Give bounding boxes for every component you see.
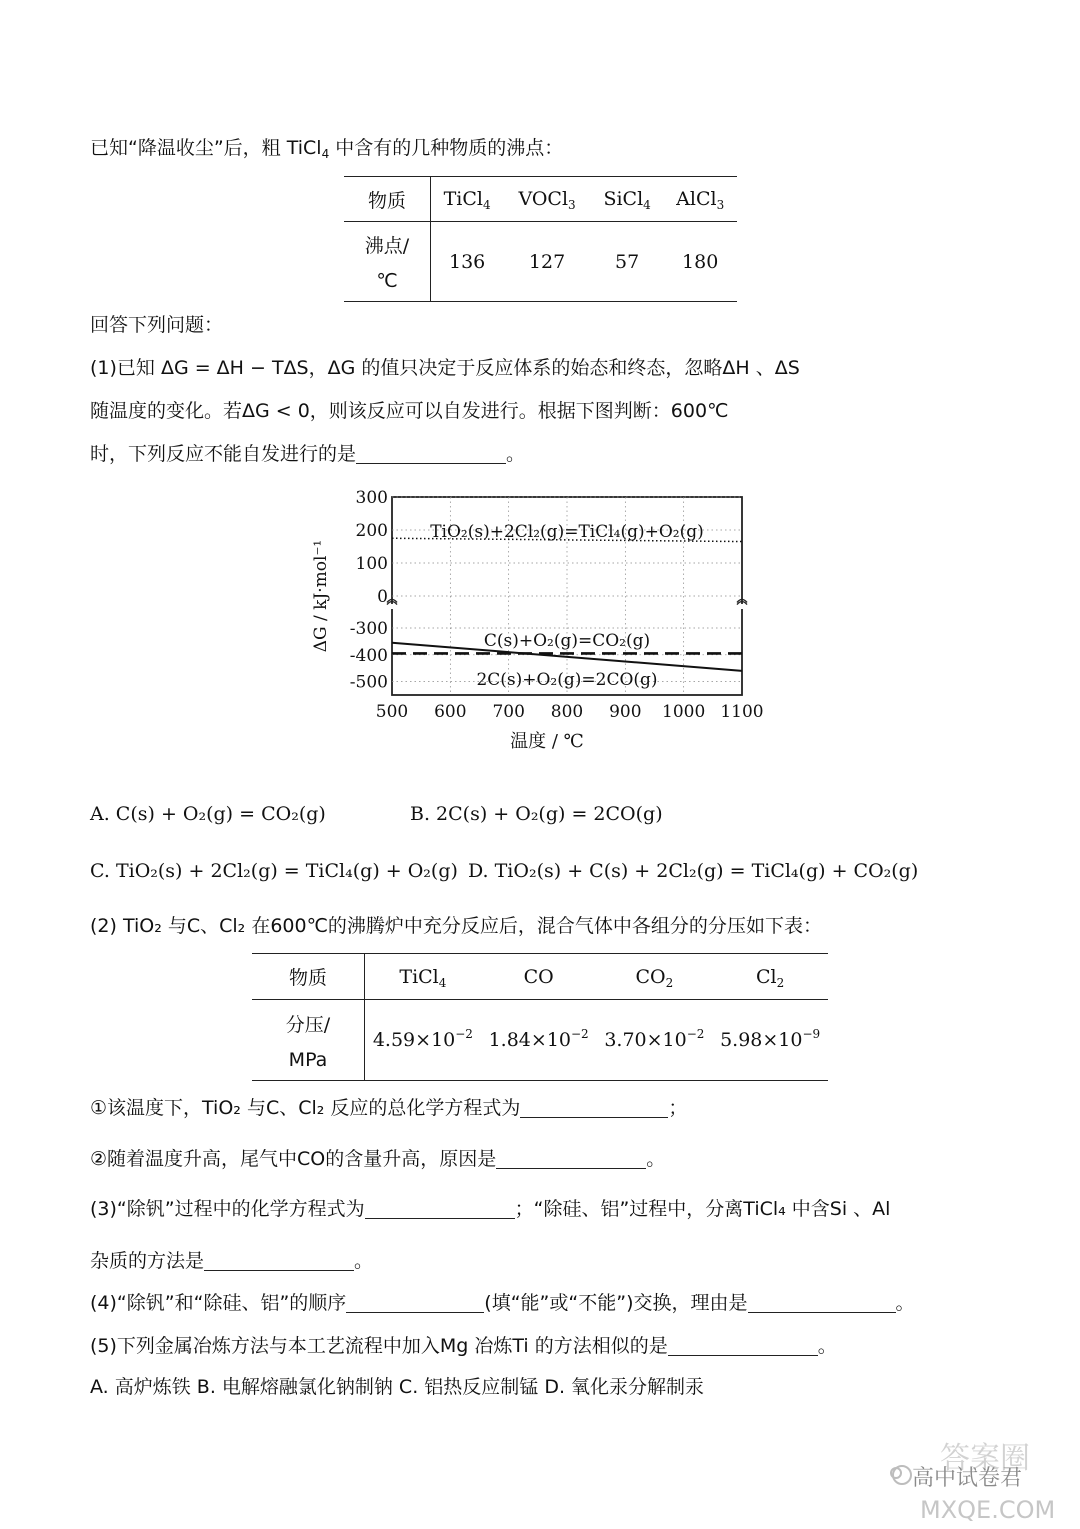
delta-g-chart bbox=[300, 485, 780, 775]
table-cell: 127 bbox=[503, 222, 591, 302]
q1-line1: (1)已知 ΔG = ΔH − TΔS，ΔG 的值只决定于反应体系的始态和终态，忽略ΔH 、ΔS bbox=[90, 357, 800, 379]
y-tick-label: 300 bbox=[355, 488, 388, 508]
boiling-point-table bbox=[344, 176, 737, 302]
y-tick-label: 200 bbox=[355, 521, 388, 541]
table-cell: $3.70\times 10^{-2}$ bbox=[597, 1000, 713, 1081]
x-tick-label: 500 bbox=[375, 702, 409, 722]
q3-line2: 杂质的方法是 。 bbox=[90, 1250, 374, 1272]
table-cell: 57 bbox=[591, 222, 664, 302]
table-header-cell: TiCl$_4$ bbox=[431, 177, 504, 222]
option-d: D. TiO₂(s) + C(s) + 2Cl₂(g) = TiCl₄(g) + CO₂(g) bbox=[468, 860, 919, 882]
x-tick-label: 900 bbox=[609, 702, 642, 722]
q2-sub1: ①该温度下，TiO₂ 与C、Cl₂ 反应的总化学方程式为 ； bbox=[90, 1097, 688, 1119]
y-tick-label: -300 bbox=[349, 619, 388, 639]
option-b: B. 2C(s) + O₂(g) = 2CO(g) bbox=[410, 803, 663, 825]
answer-blank bbox=[496, 1150, 646, 1169]
answer-heading: 回答下列问题： bbox=[90, 314, 224, 336]
q1-line2: 随温度的变化。若ΔG < 0，则该反应可以自发进行。根据下图判断：600℃ bbox=[90, 400, 729, 422]
chart-svg bbox=[300, 485, 780, 775]
series-label: 2C(s)+O₂(g)=2CO(g) bbox=[476, 669, 658, 690]
watermark-text-3: MXQE.COM bbox=[920, 1496, 1056, 1524]
answer-blank bbox=[365, 1200, 515, 1219]
partial-pressure-table bbox=[252, 953, 828, 1081]
series-label: TiO₂(s)+2Cl₂(g)=TiCl₄(g)+O₂(g) bbox=[430, 522, 704, 542]
table-row-label: 分压/ MPa bbox=[252, 1000, 365, 1081]
x-tick-label: 600 bbox=[434, 702, 467, 722]
series-label: C(s)+O₂(g)=CO₂(g) bbox=[483, 631, 651, 652]
q1-line3: 时，下列反应不能自发进行的是 。 bbox=[90, 443, 526, 465]
answer-blank bbox=[668, 1337, 818, 1356]
y-tick-label: 0 bbox=[377, 587, 388, 607]
table-header-cell: $Cl_2$ bbox=[712, 954, 828, 1000]
table-header-cell: $CO_2$ bbox=[597, 954, 713, 1000]
table-header-cell: CO bbox=[481, 954, 597, 1000]
table-cell: $1.84\times 10^{-2}$ bbox=[481, 1000, 597, 1081]
axis-break-gap bbox=[390, 604, 394, 609]
option-a: A. C(s) + O₂(g) = CO₂(g) bbox=[90, 803, 326, 825]
y-tick-label: -400 bbox=[349, 645, 388, 666]
table-header-label: 物质 bbox=[252, 954, 365, 1000]
answer-blank bbox=[204, 1252, 354, 1271]
table-cell: 180 bbox=[663, 222, 737, 302]
q3-line1: (3)“除钒”过程中的化学方程式为 ；“除硅、铝”过程中，分离TiCl₄ 中含Si 、Al bbox=[90, 1198, 891, 1220]
table-cell: $4.59\times 10^{-2}$ bbox=[365, 1000, 481, 1081]
answer-blank bbox=[356, 445, 506, 464]
x-tick-label: 1000 bbox=[662, 702, 706, 722]
x-tick-label: 800 bbox=[550, 702, 584, 722]
y-tick-label: 100 bbox=[355, 554, 388, 574]
q2-sub2: ②随着温度升高，尾气中CO的含量升高，原因是 。 bbox=[90, 1148, 666, 1170]
x-tick-label: 700 bbox=[492, 702, 525, 722]
table-cell: 136 bbox=[431, 222, 504, 302]
table-header-label: 物质 bbox=[344, 177, 431, 222]
table-header-cell: SiCl$_4$ bbox=[591, 177, 664, 222]
axis-break-gap bbox=[740, 604, 744, 609]
y-axis-label: ΔG / kJ·mol⁻¹ bbox=[311, 539, 331, 653]
x-tick-label: 1100 bbox=[720, 702, 764, 722]
q5-options: A. 高炉炼铁 B. 电解熔融氯化钠制钠 C. 铝热反应制锰 D. 氧化汞分解制汞 bbox=[90, 1376, 705, 1398]
watermark bbox=[880, 1430, 1070, 1525]
q5-line: (5)下列金属冶炼方法与本工艺流程中加入Mg 冶炼Ti 的方法相似的是 。 bbox=[90, 1335, 837, 1357]
answer-blank bbox=[520, 1099, 668, 1118]
watermark-text-1: 答案圈 bbox=[940, 1441, 1030, 1476]
watermark-text-2: 高中试卷君 bbox=[912, 1466, 1023, 1491]
table-row-label: 沸点/ ℃ bbox=[344, 222, 431, 302]
table-header-cell: AlCl$_3$ bbox=[663, 177, 737, 222]
answer-blank bbox=[346, 1294, 484, 1313]
intro-text: 已知“降温收尘”后，粗 TiCl$_4$ 中含有的几种物质的沸点： bbox=[90, 137, 564, 161]
table-header-cell: VOCl$_3$ bbox=[503, 177, 591, 222]
answer-blank bbox=[748, 1294, 896, 1313]
q2-intro: (2) TiO₂ 与C、Cl₂ 在600℃的沸腾炉中充分反应后，混合气体中各组分的分压如下表： bbox=[90, 915, 822, 937]
x-axis-label: 温度 / ℃ bbox=[510, 731, 584, 752]
option-c: C. TiO₂(s) + 2Cl₂(g) = TiCl₄(g) + O₂(g) bbox=[90, 860, 458, 882]
table-header-cell: TiCl$_4$ bbox=[365, 954, 481, 1000]
table-cell: $5.98\times 10^{-9}$ bbox=[712, 1000, 828, 1081]
q4-line: (4)“除钒”和“除硅、铝”的顺序 (填“能”或“不能”)交换，理由是 。 bbox=[90, 1292, 915, 1314]
watermark-logo-icon bbox=[880, 1430, 1070, 1525]
y-tick-label: -500 bbox=[349, 672, 388, 693]
